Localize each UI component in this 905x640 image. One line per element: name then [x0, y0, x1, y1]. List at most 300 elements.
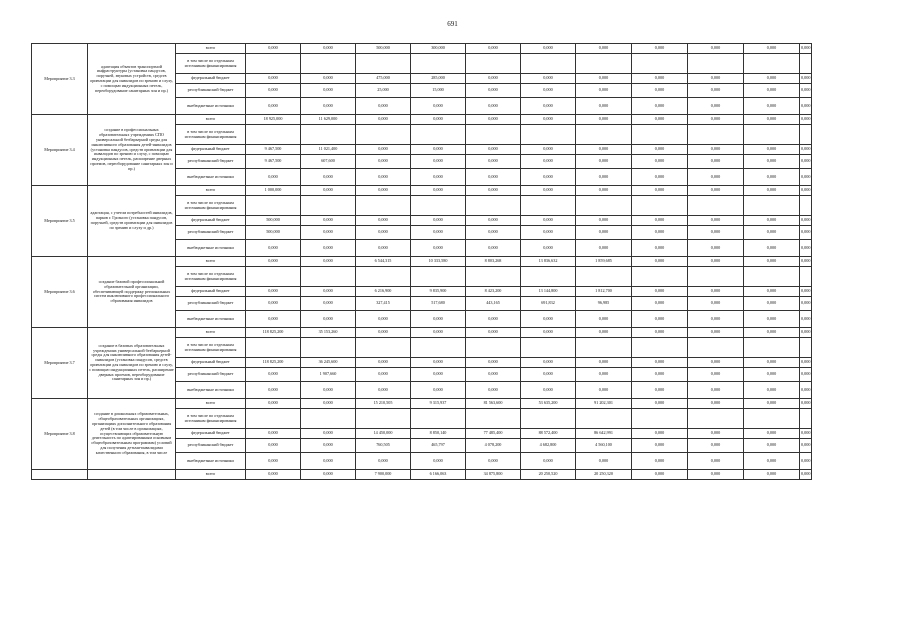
value-cell: 0,000: [521, 216, 576, 226]
value-cell: 1 907,660: [301, 368, 356, 382]
value-cell: 0,000: [466, 216, 521, 226]
value-cell: 0,000: [301, 84, 356, 98]
value-cell: [521, 409, 576, 429]
value-cell: 0,000: [800, 439, 812, 453]
value-cell: 0,000: [466, 382, 521, 399]
measure-description: создание в дошкольных образовательных, общеобразовательных организациях, организациях дополнительного образования детей (в том числе в организациях, осуществляющих образовательную деятельность по адаптированным основным общеобразовательным программам) условий для получения детьми-инвалидами качественного образования, в том числе: [88, 399, 176, 470]
value-cell: 0,000: [301, 257, 356, 267]
value-cell: 0,000: [521, 145, 576, 155]
funding-source: всего: [176, 470, 246, 480]
value-cell: 0,000: [632, 257, 688, 267]
value-cell: 0,000: [301, 287, 356, 297]
value-cell: 0,000: [356, 115, 411, 125]
value-cell: 0,000: [744, 186, 800, 196]
value-cell: [521, 125, 576, 145]
funding-source: всего: [176, 186, 246, 196]
funding-source: всего: [176, 44, 246, 54]
funding-source: республиканский бюджет: [176, 368, 246, 382]
value-cell: 0,000: [744, 439, 800, 453]
value-cell: 0,000: [246, 297, 301, 311]
funding-source: всего: [176, 399, 246, 409]
value-cell: 0,000: [356, 155, 411, 169]
value-cell: 0,000: [301, 382, 356, 399]
value-cell: [632, 196, 688, 216]
value-cell: 0,000: [632, 429, 688, 439]
value-cell: 0,000: [800, 84, 812, 98]
funding-source: внебюджетные источники: [176, 311, 246, 328]
value-cell: 0,000: [466, 328, 521, 338]
value-cell: 0,000: [411, 216, 466, 226]
value-cell: 0,000: [744, 44, 800, 54]
value-cell: 0,000: [411, 186, 466, 196]
value-cell: 0,000: [800, 216, 812, 226]
value-cell: 0,000: [688, 470, 744, 480]
value-cell: [521, 338, 576, 358]
value-cell: 34 875,800: [466, 470, 521, 480]
funding-source: республиканский бюджет: [176, 297, 246, 311]
value-cell: 0,000: [632, 399, 688, 409]
value-cell: 4 560,100: [576, 439, 632, 453]
value-cell: 500,000: [356, 44, 411, 54]
value-cell: 500,000: [246, 216, 301, 226]
value-cell: 0,000: [744, 399, 800, 409]
value-cell: 0,000: [744, 368, 800, 382]
value-cell: 0,000: [576, 226, 632, 240]
value-cell: 0,000: [521, 453, 576, 470]
value-cell: 0,000: [800, 368, 812, 382]
value-cell: 14 450,000: [356, 429, 411, 439]
funding-source: в том числе по отдельным источникам финансирования: [176, 125, 246, 145]
value-cell: 0,000: [744, 240, 800, 257]
value-cell: [576, 338, 632, 358]
value-cell: 0,000: [411, 368, 466, 382]
value-cell: 0,000: [688, 226, 744, 240]
value-cell: 0,000: [744, 226, 800, 240]
value-cell: 0,000: [744, 169, 800, 186]
value-cell: 475,000: [356, 74, 411, 84]
measure-name: Мероприятие 3.8: [32, 399, 88, 470]
table-body: [32, 44, 812, 480]
value-cell: 0,000: [800, 155, 812, 169]
value-cell: 0,000: [744, 297, 800, 311]
funding-source: федеральный бюджет: [176, 429, 246, 439]
value-cell: 0,000: [688, 98, 744, 115]
value-cell: 0,000: [632, 240, 688, 257]
value-cell: 0,000: [576, 311, 632, 328]
value-cell: 0,000: [632, 44, 688, 54]
table-row: [32, 115, 812, 125]
value-cell: 0,000: [356, 358, 411, 368]
value-cell: 0,000: [688, 169, 744, 186]
value-cell: [466, 125, 521, 145]
value-cell: 0,000: [466, 98, 521, 115]
value-cell: 0,000: [356, 240, 411, 257]
funding-source: республиканский бюджет: [176, 84, 246, 98]
value-cell: [632, 409, 688, 429]
table-row: [32, 328, 812, 338]
value-cell: 0,000: [356, 311, 411, 328]
value-cell: 0,000: [744, 311, 800, 328]
value-cell: [356, 54, 411, 74]
value-cell: 0,000: [356, 216, 411, 226]
value-cell: 0,000: [632, 226, 688, 240]
value-cell: 0,000: [466, 84, 521, 98]
value-cell: 4 078,200: [466, 439, 521, 453]
value-cell: 9 467,500: [246, 155, 301, 169]
funding-source: федеральный бюджет: [176, 358, 246, 368]
value-cell: 0,000: [800, 240, 812, 257]
value-cell: 0,000: [411, 169, 466, 186]
measure-name: [32, 470, 88, 480]
value-cell: 0,000: [688, 145, 744, 155]
value-cell: 0,000: [688, 328, 744, 338]
value-cell: 6 216,900: [356, 287, 411, 297]
measure-description: создание в профессиональных образовательных учреждениях СПО универсальной безбарьерной среды для инклюзивного образования детей-инвалидов (установка пандусов, средств ориентации для инвалидов по зрению и слуху, с помощью индукционных петель, расширение дверных проемов, переоборудование санитарных зон и пр.): [88, 115, 176, 186]
value-cell: 0,000: [744, 115, 800, 125]
value-cell: 0,000: [744, 98, 800, 115]
value-cell: 0,000: [688, 84, 744, 98]
funding-source: внебюджетные источники: [176, 98, 246, 115]
value-cell: 118 825,200: [246, 358, 301, 368]
value-cell: 0,000: [411, 115, 466, 125]
value-cell: 443,165: [466, 297, 521, 311]
value-cell: 0,000: [576, 169, 632, 186]
value-cell: 4 682,800: [521, 439, 576, 453]
value-cell: 0,000: [800, 257, 812, 267]
value-cell: [356, 196, 411, 216]
value-cell: [466, 196, 521, 216]
value-cell: 0,000: [466, 358, 521, 368]
value-cell: 0,000: [411, 155, 466, 169]
value-cell: 8 423,200: [466, 287, 521, 297]
value-cell: [632, 267, 688, 287]
value-cell: [800, 125, 812, 145]
value-cell: [301, 125, 356, 145]
value-cell: [466, 409, 521, 429]
value-cell: 0,000: [688, 74, 744, 84]
value-cell: 0,000: [800, 328, 812, 338]
value-cell: 0,000: [744, 145, 800, 155]
value-cell: 0,000: [576, 186, 632, 196]
table-row: [32, 470, 812, 480]
value-cell: 0,000: [356, 186, 411, 196]
value-cell: 0,000: [411, 328, 466, 338]
value-cell: 9 467,500: [246, 145, 301, 155]
value-cell: 0,000: [411, 98, 466, 115]
value-cell: 0,000: [521, 240, 576, 257]
value-cell: [411, 125, 466, 145]
value-cell: [576, 54, 632, 74]
value-cell: 1 859,685: [576, 257, 632, 267]
value-cell: 0,000: [521, 115, 576, 125]
value-cell: [301, 338, 356, 358]
value-cell: 0,000: [688, 368, 744, 382]
value-cell: 0,000: [688, 453, 744, 470]
value-cell: 0,000: [576, 44, 632, 54]
value-cell: 0,000: [301, 226, 356, 240]
value-cell: 0,000: [800, 169, 812, 186]
value-cell: 0,000: [356, 226, 411, 240]
value-cell: [466, 267, 521, 287]
value-cell: [576, 196, 632, 216]
value-cell: 10 333,580: [411, 257, 466, 267]
value-cell: [744, 267, 800, 287]
value-cell: 0,000: [688, 399, 744, 409]
value-cell: 0,000: [632, 74, 688, 84]
value-cell: 0,000: [521, 226, 576, 240]
funding-source: в том числе по отдельным источникам финансирования: [176, 338, 246, 358]
value-cell: 0,000: [688, 287, 744, 297]
funding-table: [31, 43, 812, 480]
value-cell: 20 250,520: [521, 470, 576, 480]
measure-name: Мероприятие 3.3: [32, 44, 88, 115]
table-row: [32, 186, 812, 196]
value-cell: 0,000: [301, 169, 356, 186]
value-cell: 11 629,000: [301, 115, 356, 125]
value-cell: 1 000,000: [246, 186, 301, 196]
value-cell: [688, 409, 744, 429]
value-cell: [301, 54, 356, 74]
value-cell: 13 144,800: [521, 287, 576, 297]
value-cell: 0,000: [576, 382, 632, 399]
value-cell: [800, 196, 812, 216]
value-cell: 0,000: [246, 287, 301, 297]
funding-source: федеральный бюджет: [176, 145, 246, 155]
funding-source: всего: [176, 328, 246, 338]
value-cell: 0,000: [521, 311, 576, 328]
value-cell: 53 635,200: [521, 399, 576, 409]
value-cell: 0,000: [576, 368, 632, 382]
value-cell: 0,000: [688, 186, 744, 196]
value-cell: 0,000: [744, 216, 800, 226]
value-cell: 0,000: [744, 84, 800, 98]
value-cell: [301, 267, 356, 287]
value-cell: 0,000: [688, 358, 744, 368]
measure-description: [88, 470, 176, 480]
value-cell: 0,000: [246, 368, 301, 382]
value-cell: [411, 409, 466, 429]
value-cell: 500,000: [246, 226, 301, 240]
value-cell: [246, 196, 301, 216]
value-cell: 0,000: [521, 186, 576, 196]
value-cell: 0,000: [800, 115, 812, 125]
value-cell: 0,000: [301, 186, 356, 196]
value-cell: 118 825,200: [246, 328, 301, 338]
value-cell: 0,000: [411, 311, 466, 328]
value-cell: 0,000: [632, 382, 688, 399]
value-cell: 0,000: [301, 98, 356, 115]
value-cell: 0,000: [744, 155, 800, 169]
value-cell: 86 642,991: [576, 429, 632, 439]
funding-source: республиканский бюджет: [176, 226, 246, 240]
value-cell: [744, 409, 800, 429]
value-cell: [744, 54, 800, 74]
value-cell: [246, 125, 301, 145]
value-cell: [411, 54, 466, 74]
value-cell: [356, 338, 411, 358]
value-cell: 88 572,400: [521, 429, 576, 439]
value-cell: 0,000: [466, 368, 521, 382]
value-cell: 0,000: [688, 311, 744, 328]
value-cell: [632, 338, 688, 358]
value-cell: [301, 409, 356, 429]
value-cell: 0,000: [576, 74, 632, 84]
value-cell: 0,000: [521, 328, 576, 338]
value-cell: 0,000: [688, 115, 744, 125]
value-cell: 0,000: [632, 470, 688, 480]
value-cell: 0,000: [246, 240, 301, 257]
value-cell: 607,600: [301, 155, 356, 169]
funding-source: в том числе по отдельным источникам финансирования: [176, 267, 246, 287]
value-cell: 0,000: [356, 145, 411, 155]
value-cell: 0,000: [521, 84, 576, 98]
value-cell: 0,000: [744, 257, 800, 267]
value-cell: 0,000: [688, 44, 744, 54]
value-cell: 0,000: [301, 439, 356, 453]
value-cell: [466, 54, 521, 74]
value-cell: 0,000: [632, 358, 688, 368]
value-cell: 0,000: [800, 453, 812, 470]
value-cell: 0,000: [356, 382, 411, 399]
value-cell: 0,000: [800, 429, 812, 439]
value-cell: [744, 196, 800, 216]
value-cell: 0,000: [576, 98, 632, 115]
value-cell: 0,000: [632, 98, 688, 115]
value-cell: 96,985: [576, 297, 632, 311]
value-cell: 91 202,301: [576, 399, 632, 409]
value-cell: 0,000: [744, 74, 800, 84]
value-cell: 517,680: [411, 297, 466, 311]
funding-source: федеральный бюджет: [176, 74, 246, 84]
value-cell: 0,000: [411, 240, 466, 257]
value-cell: 0,000: [356, 169, 411, 186]
value-cell: 0,000: [744, 429, 800, 439]
value-cell: 0,000: [688, 240, 744, 257]
value-cell: 0,000: [301, 297, 356, 311]
value-cell: [688, 54, 744, 74]
measure-name: Мероприятие 3.4: [32, 115, 88, 186]
funding-source: в том числе по отдельным источникам финансирования: [176, 196, 246, 216]
funding-source: в том числе по отдельным источникам финансирования: [176, 54, 246, 74]
funding-source: всего: [176, 115, 246, 125]
value-cell: 0,000: [301, 470, 356, 480]
value-cell: 0,000: [246, 311, 301, 328]
value-cell: 0,000: [411, 453, 466, 470]
value-cell: [411, 338, 466, 358]
table-row: [32, 44, 812, 54]
value-cell: 465,797: [411, 439, 466, 453]
value-cell: 0,000: [576, 328, 632, 338]
value-cell: [466, 338, 521, 358]
value-cell: 0,000: [576, 453, 632, 470]
value-cell: 9 315,937: [411, 399, 466, 409]
value-cell: [411, 267, 466, 287]
value-cell: 0,000: [246, 429, 301, 439]
value-cell: 6 544,315: [356, 257, 411, 267]
value-cell: 8 850,140: [411, 429, 466, 439]
value-cell: 0,000: [800, 44, 812, 54]
value-cell: [800, 267, 812, 287]
value-cell: [688, 125, 744, 145]
value-cell: [744, 338, 800, 358]
value-cell: 327,415: [356, 297, 411, 311]
measure-description: создание в базовых образовательных учреждениях универсальной безбарьерной среды для инклюзивного образования детей-инвалидов (установка пандусов, средств ориентации для инвалидов по зрению и слуху, с помощью индукционных петель, расширение дверных проемов, переоборудование санитарных зон и пр.): [88, 328, 176, 399]
value-cell: 0,000: [800, 399, 812, 409]
value-cell: 0,000: [632, 186, 688, 196]
value-cell: 0,000: [466, 226, 521, 240]
value-cell: 300,000: [411, 44, 466, 54]
value-cell: 0,000: [800, 98, 812, 115]
value-cell: [800, 338, 812, 358]
value-cell: 0,000: [521, 155, 576, 169]
value-cell: 0,000: [744, 453, 800, 470]
value-cell: 0,000: [800, 226, 812, 240]
value-cell: 0,000: [466, 311, 521, 328]
value-cell: 0,000: [688, 155, 744, 169]
value-cell: 0,000: [246, 470, 301, 480]
value-cell: [246, 54, 301, 74]
value-cell: [411, 196, 466, 216]
value-cell: 0,000: [466, 145, 521, 155]
measure-description: адаптация объектов транспортной инфраструктуры (установка пандусов, поручней, звуковых устройств, средств ориентации для инвалидов по зрению и слуху, с помощью индукционных петель, переоборудование санитарных зон и пр.): [88, 44, 176, 115]
funding-source: внебюджетные источники: [176, 453, 246, 470]
value-cell: 15,000: [411, 84, 466, 98]
value-cell: 0,000: [744, 328, 800, 338]
value-cell: 0,000: [632, 84, 688, 98]
value-cell: 0,000: [301, 453, 356, 470]
value-cell: 0,000: [466, 74, 521, 84]
funding-source: республиканский бюджет: [176, 155, 246, 169]
value-cell: [744, 125, 800, 145]
value-cell: 25,000: [356, 84, 411, 98]
value-cell: 0,000: [301, 240, 356, 257]
value-cell: 0,000: [466, 44, 521, 54]
value-cell: 0,000: [356, 453, 411, 470]
value-cell: 0,000: [800, 358, 812, 368]
value-cell: 0,000: [356, 328, 411, 338]
value-cell: 0,000: [521, 382, 576, 399]
value-cell: 0,000: [576, 358, 632, 368]
value-cell: 0,000: [576, 240, 632, 257]
value-cell: 0,000: [632, 453, 688, 470]
value-cell: [246, 338, 301, 358]
value-cell: 285,000: [411, 74, 466, 84]
value-cell: 0,000: [466, 186, 521, 196]
value-cell: 0,000: [466, 155, 521, 169]
value-cell: 0,000: [632, 216, 688, 226]
value-cell: 0,000: [632, 145, 688, 155]
value-cell: 7 900,000: [356, 470, 411, 480]
value-cell: 0,000: [301, 216, 356, 226]
value-cell: 0,000: [246, 399, 301, 409]
measure-description: создание базовой профессиональной образовательной организации, обеспечивающей поддержку региональных систем инклюзивного профессионального образования инвалидов: [88, 257, 176, 328]
value-cell: [688, 196, 744, 216]
value-cell: 0,000: [688, 257, 744, 267]
value-cell: 0,000: [246, 44, 301, 54]
measure-name: Мероприятие 3.6: [32, 257, 88, 328]
value-cell: 0,000: [632, 368, 688, 382]
value-cell: 0,000: [411, 382, 466, 399]
value-cell: 0,000: [301, 399, 356, 409]
value-cell: [576, 267, 632, 287]
value-cell: 0,000: [744, 470, 800, 480]
value-cell: 0,000: [632, 297, 688, 311]
value-cell: 0,000: [632, 287, 688, 297]
value-cell: 691,832: [521, 297, 576, 311]
value-cell: [800, 54, 812, 74]
value-cell: 0,000: [246, 439, 301, 453]
value-cell: 0,000: [301, 44, 356, 54]
